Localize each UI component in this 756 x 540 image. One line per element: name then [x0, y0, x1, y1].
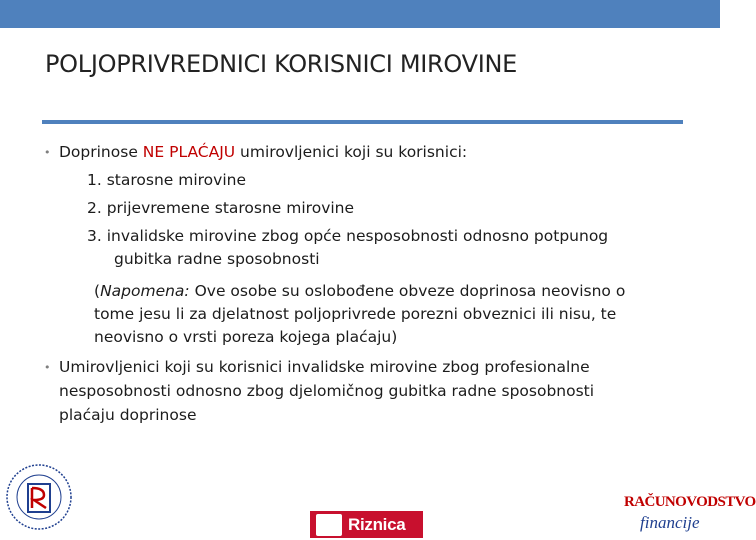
note-label: Napomena: [100, 282, 190, 300]
slide-title: POLJOPRIVREDNICI KORISNICI MIROVINE [45, 50, 518, 78]
bullet-2-line-3: plaćaju doprinose [59, 406, 197, 424]
bullet-1-text [59, 141, 467, 163]
riznica-emblem-icon [316, 514, 342, 536]
note-text-1: Ove osobe su oslobođene obveze doprinosa neovisno o [189, 282, 626, 300]
racunovodstvo-logo-subtitle: financije [640, 513, 700, 532]
list-item: 1. starosne mirovine [87, 171, 247, 189]
racunovodstvo-logo [624, 494, 756, 538]
bullet-1-prefix: Doprinose [59, 143, 143, 161]
bullet-1-highlight: NE PLAĆAJU [142, 143, 236, 161]
note-line-1: (Napomena: Ove osobe su oslobođene obveze doprinosa neovisno o [94, 282, 626, 300]
racunovodstvo-logo-title: RAČUNOVODSTVO [624, 494, 756, 510]
note-line-2: tome jesu li za djelatnost poljoprivrede porezni obveznici ili nisu, te [94, 305, 617, 323]
note-line-3: neovisno o vrsti poreza kojega plaćaju) [94, 328, 398, 346]
riznica-logo-text: Riznica [348, 514, 406, 534]
bullet-2-line-2: nesposobnosti odnosno zbog djelomičnog gubitka radne sposobnosti [59, 382, 595, 400]
bullet-marker: • [44, 146, 51, 159]
bullet-2-line-1: Umirovljenici koji su korisnici invalidske mirovine zbog profesionalne [59, 358, 590, 376]
bullet-1-suffix: umirovljenici koji su korisnici: [235, 143, 468, 161]
list-item: gubitka radne sposobnosti [114, 250, 320, 268]
institute-seal-icon [4, 462, 74, 532]
list-item: 2. prijevremene starosne mirovine [87, 199, 355, 217]
list-item: 3. invalidske mirovine zbog opće nesposobnosti odnosno potpunog [87, 227, 609, 245]
bullet-marker: • [44, 361, 51, 374]
riznica-logo [310, 511, 423, 538]
